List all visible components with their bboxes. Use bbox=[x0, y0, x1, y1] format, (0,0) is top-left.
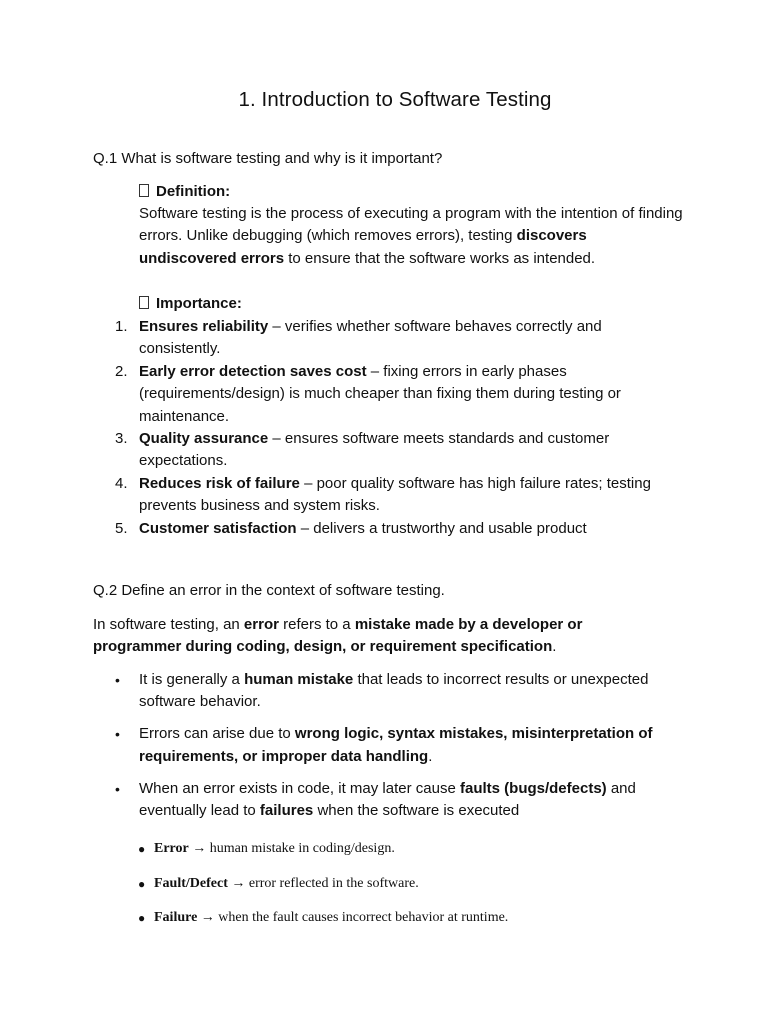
text-part: that leads to incorrect results or unexpected software behavior. bbox=[139, 671, 649, 711]
list-term: Early error detection saves cost bbox=[139, 362, 367, 380]
definition-text-part: to ensure that the software works as intended. bbox=[284, 249, 596, 267]
bullet-icon: • bbox=[115, 780, 120, 797]
list-number: 3. bbox=[115, 430, 128, 448]
list-item bbox=[93, 723, 683, 768]
list-item bbox=[138, 875, 658, 910]
list-item bbox=[93, 518, 683, 540]
bold-text: failures bbox=[259, 802, 314, 820]
error-bullet-list bbox=[93, 669, 683, 832]
text-part: In software testing, an bbox=[93, 616, 244, 633]
list-term: Reduces risk of failure bbox=[139, 474, 300, 492]
text-part: refers to a bbox=[278, 616, 355, 633]
list-term: Quality assurance bbox=[139, 430, 269, 448]
bold-text: error bbox=[243, 616, 279, 633]
list-number: 4. bbox=[115, 474, 128, 492]
list-item bbox=[93, 778, 683, 823]
definition-label: Definition: bbox=[156, 183, 231, 200]
checkbox-glyph-icon bbox=[139, 296, 149, 309]
definition-text bbox=[139, 203, 684, 270]
importance-label: Importance: bbox=[156, 295, 242, 312]
list-item bbox=[93, 361, 683, 428]
text-part: Errors can arise due to bbox=[139, 725, 295, 743]
list-term: Customer satisfaction bbox=[139, 519, 297, 537]
list-desc: – poor quality software has high failure rates; testing prevents business and system risks. bbox=[139, 474, 651, 515]
bold-text: human mistake bbox=[244, 671, 354, 688]
term-label: Failure bbox=[154, 910, 198, 925]
list-item bbox=[93, 428, 683, 473]
definition-bold-text: discovers undiscovered errors bbox=[139, 227, 587, 267]
bold-text: mistake made by a developer or programmer during coding, design, or requirement specification bbox=[93, 616, 583, 656]
text-part: . bbox=[428, 747, 433, 765]
bullet-icon: • bbox=[115, 672, 120, 688]
list-term: Ensures reliability bbox=[139, 318, 269, 335]
importance-list bbox=[93, 316, 683, 540]
text-part: When an error exists in code, it may later cause bbox=[139, 779, 460, 797]
list-desc: – fixing errors in early phases (requirements/design) is much cheaper than fixing them during testing or maintenance. bbox=[139, 362, 621, 425]
bullet-icon: ● bbox=[138, 911, 146, 925]
text-part: . bbox=[552, 638, 557, 656]
error-terms-list bbox=[138, 840, 658, 944]
checkbox-glyph-icon bbox=[139, 184, 149, 197]
list-item bbox=[93, 669, 683, 714]
bullet-icon: ● bbox=[138, 842, 146, 856]
list-item bbox=[138, 840, 658, 875]
list-item bbox=[93, 473, 683, 518]
list-desc: – delivers a trustworthy and usable product bbox=[296, 519, 587, 537]
list-item bbox=[93, 316, 683, 361]
definition-text-part: Software testing is the process of executing a program with the intention of finding errors. Unlike debugging (which removes errors), testing bbox=[139, 205, 683, 245]
text-part: It is generally a bbox=[139, 671, 245, 688]
term-desc: → human mistake in coding/design. bbox=[188, 841, 395, 856]
importance-heading bbox=[139, 293, 684, 315]
question-1: Q.1 What is software testing and why is it important? bbox=[93, 150, 443, 167]
list-number: 1. bbox=[115, 318, 128, 335]
document-title: 1. Introduction to Software Testing bbox=[238, 88, 552, 111]
bold-text: faults (bugs/defects) bbox=[459, 779, 607, 797]
error-definition bbox=[93, 614, 653, 659]
text-part: and eventually lead to bbox=[139, 779, 636, 820]
list-desc: – verifies whether software behaves correctly and consistently. bbox=[139, 318, 602, 358]
list-item bbox=[138, 909, 658, 944]
term-desc: → error reflected in the software. bbox=[227, 875, 419, 891]
list-number: 5. bbox=[115, 519, 128, 537]
term-label: Fault/Defect bbox=[154, 875, 228, 891]
term-label: Error bbox=[154, 841, 189, 856]
question-2: Q.2 Define an error in the context of software testing. bbox=[93, 582, 445, 599]
bullet-icon: • bbox=[115, 726, 120, 743]
term-desc: → when the fault causes incorrect behavior at runtime. bbox=[197, 910, 509, 925]
text-part: when the software is executed bbox=[313, 802, 520, 820]
bullet-icon: ● bbox=[138, 876, 146, 891]
list-desc: – ensures software meets standards and customer expectations. bbox=[139, 430, 610, 470]
definition-heading bbox=[139, 181, 684, 203]
bold-text: wrong logic, syntax mistakes, misinterpretation of requirements, or improper data handling bbox=[139, 725, 653, 765]
list-number: 2. bbox=[115, 362, 128, 380]
